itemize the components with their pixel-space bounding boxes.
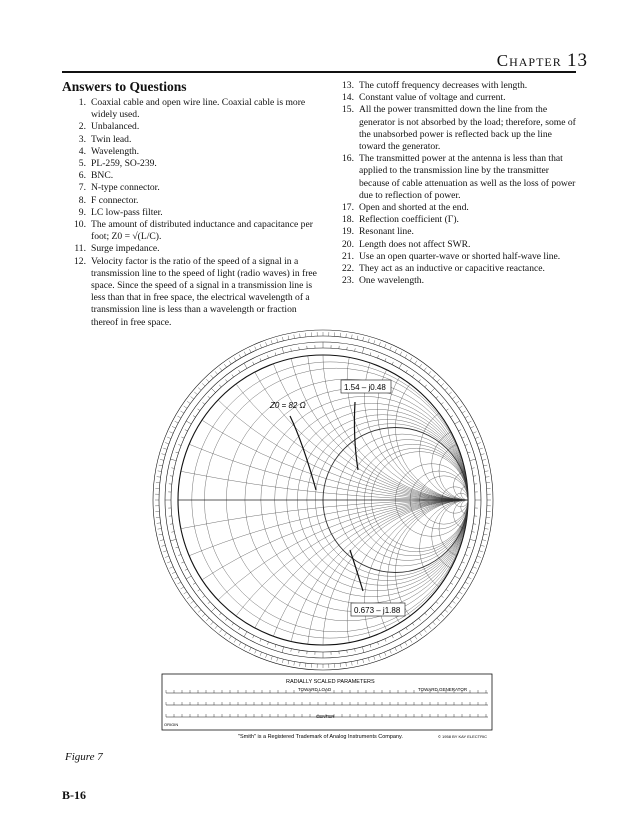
answer-number: 11. [74,243,86,255]
answer-item [331,251,579,263]
z0-label: Z0 = 82 Ω [270,401,306,410]
toward-generator-label: TOWARD GENERATOR [418,687,468,692]
page-number: B-16 [62,788,86,802]
answer-number: 5. [78,158,86,170]
answer-item [331,92,579,104]
answer-text: N-type connector. [91,182,160,194]
answer-text: Surge impedance. [91,243,160,255]
answer-text: BNC. [91,170,114,182]
answer-item [331,263,579,275]
answer-item [63,97,317,121]
answer-text: Twin lead. [91,133,132,145]
answer-text: Resonant line. [359,226,414,238]
trademark-note: "Smith" is a Registered Trademark of Analog Instruments Company. [238,734,403,740]
answer-item [331,239,579,251]
answer-number: 10. [74,219,86,231]
answer-text: One wavelength. [359,275,425,287]
answer-text: PL-259, SO-239. [91,158,157,170]
answer-item [63,207,317,219]
answer-item [63,243,317,255]
answer-number: 13. [342,80,354,91]
point1-label: 1.54 – j0.48 [344,383,386,392]
answer-item [63,146,317,158]
answer-text: Reflection coefficient (Γ). [359,214,459,226]
answer-number: 2. [78,121,86,133]
answer-number: 19. [342,226,354,238]
chapter-number: 13 [567,50,588,71]
answer-text: Unbalanced. [91,121,140,133]
answer-number: 15. [342,104,354,116]
answer-item [63,170,317,182]
answer-text: F connector. [91,194,139,206]
answer-item [331,202,579,214]
center-label: CENTER [316,714,335,719]
answer-number: 7. [78,182,86,194]
answer-number: 16. [342,153,354,165]
answer-text: Constant value of voltage and current. [359,92,506,104]
answers-column-right [331,80,579,287]
answer-number: 3. [78,133,86,145]
answer-text: The transmitted power at the antenna is less than that applied to the transmission line by the transmitter because of cable attenuation as well as the loss of power due to reflection of power. [359,153,576,201]
toward-load-label: TOWARD LOAD [298,687,332,692]
answer-number: 4. [78,145,86,157]
chapter-word: Chapter [496,51,562,70]
answer-text: Coaxial cable and open wire line. Coaxial cable is more widely used. [91,97,306,121]
answer-item [63,158,317,170]
answer-number: 21. [342,250,354,262]
answer-number: 1. [78,97,86,108]
answer-number: 8. [78,194,86,206]
answer-number: 22. [342,263,354,275]
origin-label: ORIGIN [164,722,179,727]
answer-item [331,214,579,226]
pointer-arrow-3 [350,550,363,591]
chapter-header [0,50,588,72]
answer-item [63,195,317,207]
answers-column-left [63,97,317,329]
answer-text: Open and shorted at the end. [359,202,469,214]
answer-item [63,182,317,194]
copyright-note: © 1958 BY KAY ELECTRIC [438,734,487,739]
answer-item [331,80,579,92]
answer-number: 23. [342,275,354,287]
radial-scales-panel [162,674,492,730]
answer-text: Length does not affect SWR. [359,238,471,250]
answer-item [63,134,317,146]
answer-number: 17. [342,202,354,214]
answer-item [331,104,579,153]
answer-text: The cutoff frequency decreases with length. [359,80,528,91]
answer-number: 6. [78,170,86,182]
answer-number: 12. [74,255,86,267]
answer-item [331,153,579,202]
answer-text: The amount of distributed inductance and capacitance per foot; Z0 = √(L/C). [91,219,313,243]
answer-item [63,219,317,243]
answer-text: LC low-pass filter. [91,206,163,218]
answer-text: Use an open quarter-wave or shorted half-wave line. [359,250,561,262]
answer-number: 14. [342,92,354,104]
figure-caption: Figure 7 [65,751,103,763]
section-title: Answers to Questions [62,79,187,94]
answer-text: All the power transmitted down the line from the generator is not absorbed by the load; therefore, some of the unabsorbed power is reflected back up the line toward the generator. [359,104,576,153]
answer-item [63,121,317,133]
answer-number: 9. [78,206,86,218]
pointer-arrow-2 [354,402,358,470]
answer-text: They act as an inductive or capacitive reactance. [359,263,545,275]
answer-number: 20. [342,238,354,250]
scales-title: RADIALLY SCALED PARAMETERS [286,679,375,685]
answer-number: 18. [342,214,354,226]
answer-text: Wavelength. [91,145,139,157]
answer-item [331,226,579,238]
point2-label: 0.673 – j1.88 [354,606,401,615]
answer-item [331,275,579,287]
smith-chart-figure [148,318,498,744]
answer-text: Velocity factor is the ratio of the speed of a signal in a transmission line to the speed of light (radio waves) in free space. Since the speed of a signal in a transmission line is less than that in free space, the electrical wavelength of a transmission line is less than a wavelength or fraction thereof in free space. [91,255,317,328]
header-rule [62,71,576,73]
